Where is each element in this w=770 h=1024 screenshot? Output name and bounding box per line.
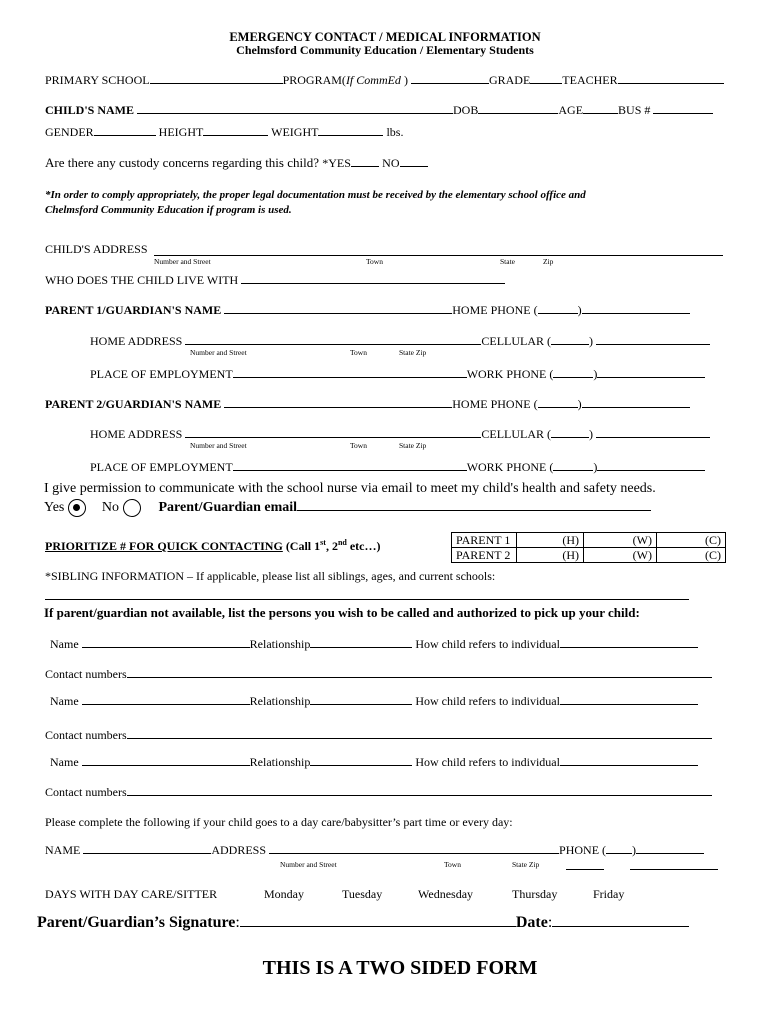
prioritize-st: st (320, 538, 326, 547)
daycare-sub-state-zip: State Zip (512, 860, 540, 869)
age-label: AGE (558, 103, 584, 117)
child-address-field[interactable] (154, 255, 723, 256)
pickup-person-row (50, 754, 698, 770)
date-field[interactable] (552, 913, 689, 927)
parent1-address-row: HOME ADDRESS CELLULAR ( ) (90, 333, 710, 349)
signature-label: Parent/Guardian’s Signature (37, 914, 236, 931)
parent2-area-code[interactable] (538, 396, 578, 408)
height-label: HEIGHT (158, 125, 204, 139)
legal-note-line2: Chelmsford Community Education if program is used. (45, 204, 292, 216)
prioritize-call: (Call 1 (285, 539, 321, 553)
parent2-home-phone-label: HOME PHONE ( (452, 397, 538, 411)
form-subtitle: Chelmsford Community Education / Elementary Students (236, 43, 534, 57)
daycare-area-code[interactable] (606, 842, 632, 854)
pickup-contact-label: Contact numbers (45, 728, 127, 742)
pickup-contact-field[interactable] (127, 666, 712, 678)
nurse-yes-label: Yes (44, 500, 65, 515)
grade-label: GRADE (488, 73, 531, 87)
parent2-work-area[interactable] (553, 459, 593, 471)
pickup-contact-row (45, 727, 712, 743)
daycare-sub-street: Number and Street (280, 860, 337, 869)
pickup-relationship-field[interactable] (310, 754, 412, 766)
pickup-contact-label: Contact numbers (45, 667, 127, 681)
pickup-refers-label: How child refers to individual (415, 755, 560, 769)
daycare-row: NAME ADDRESS PHONE ( ) (45, 842, 704, 858)
gender-label: GENDER (45, 125, 94, 139)
parent1-work-phone-label: WORK PHONE ( (466, 367, 554, 381)
priority-home-cell[interactable]: (H) (517, 548, 584, 563)
lbs-label: lbs. (386, 125, 404, 139)
parent1-work-phone-field[interactable] (597, 366, 705, 378)
day-wednesday[interactable]: Wednesday (418, 887, 474, 901)
bus-label: BUS # (618, 103, 651, 117)
priority-cell-cell[interactable]: (C) (657, 533, 726, 548)
address-sub-zip: Zip (543, 257, 554, 266)
program-label: PROGRAM( (282, 73, 346, 87)
primary-school-label: PRIMARY SCHOOL (45, 73, 150, 87)
guardian-email-field[interactable] (297, 498, 651, 511)
prioritize-etc: etc…) (346, 539, 381, 553)
child-name-label: CHILD'S NAME (45, 103, 135, 117)
nurse-no-radio[interactable] (123, 499, 141, 517)
parent2-home-address-label: HOME ADDRESS (90, 427, 183, 441)
teacher-field[interactable] (618, 72, 724, 84)
bus-field[interactable] (653, 102, 713, 114)
gender-row (45, 124, 403, 140)
legal-note-line1: *In order to comply appropriately, the proper legal documentation must be received by the elementary school office and (45, 189, 586, 201)
parent2-home-phone-field[interactable] (582, 396, 690, 408)
daycare-phone-field[interactable] (636, 842, 704, 854)
parent1-cellular-label: CELLULAR ( (481, 334, 552, 348)
parent2-sub-state-zip: State Zip (399, 441, 427, 450)
parent1-home-phone-field[interactable] (582, 302, 690, 314)
daycare-sub-town: Town (444, 860, 461, 869)
primary-school-row (45, 72, 724, 88)
primary-school-field[interactable] (150, 72, 283, 84)
parent2-name-field[interactable] (224, 396, 452, 408)
sibling-field[interactable] (45, 599, 689, 600)
pickup-refers-field[interactable] (560, 636, 698, 648)
pickup-name-field[interactable] (82, 693, 250, 705)
pickup-refers-label: How child refers to individual (415, 637, 560, 651)
parent1-work-area[interactable] (553, 366, 593, 378)
nurse-permission-row (44, 498, 651, 517)
teacher-label: TEACHER (562, 73, 618, 87)
date-label: Date (515, 914, 548, 931)
prioritize-row (45, 538, 381, 554)
pickup-relationship-label: Relationship (249, 637, 311, 651)
form-title: EMERGENCY CONTACT / MEDICAL INFORMATION (229, 30, 541, 44)
custody-question: Are there any custody concerns regarding this child? (45, 155, 319, 170)
custody-no-label: NO (382, 156, 400, 170)
address-sub-town: Town (366, 257, 383, 266)
day-thursday[interactable]: Thursday (512, 887, 558, 901)
signature-field[interactable] (240, 913, 516, 927)
nurse-permission-text: I give permission to communicate with the school nurse via email to meet my child's health and safety needs. (44, 481, 656, 496)
parent2-name-row: PARENT 2/GUARDIAN'S NAME HOME PHONE ( ) (45, 396, 690, 412)
lives-with-field[interactable] (241, 272, 505, 284)
parent2-employment-field[interactable] (233, 459, 467, 471)
parent2-work-phone-field[interactable] (597, 459, 705, 471)
priority-parent-cell: PARENT 1 (452, 533, 517, 548)
pickup-person-row (50, 636, 698, 652)
prioritize-mid: , 2 (325, 539, 338, 553)
guardian-email-label: Parent/Guardian email (158, 500, 298, 515)
pickup-name-label: Name (50, 755, 79, 769)
priority-work-cell[interactable]: (W) (584, 548, 657, 563)
daycare-days-label: DAYS WITH DAY CARE/SITTER (45, 887, 218, 901)
pickup-name-label: Name (50, 637, 79, 651)
custody-no-field[interactable] (400, 155, 428, 167)
pickup-relationship-label: Relationship (249, 755, 311, 769)
pickup-name-field[interactable] (82, 636, 250, 648)
daycare-phone-label: PHONE ( (559, 843, 607, 857)
parent1-employment-label: PLACE OF EMPLOYMENT (90, 367, 233, 381)
dob-field[interactable] (478, 102, 558, 114)
pickup-relationship-field[interactable] (310, 693, 412, 705)
pickup-contact-field[interactable] (127, 727, 712, 739)
nurse-yes-radio[interactable] (68, 499, 86, 517)
parent1-cell-area[interactable] (551, 333, 589, 345)
parent1-employment-field[interactable] (233, 366, 467, 378)
nurse-no-label: No (101, 500, 119, 515)
pickup-refers-label: How child refers to individual (415, 694, 560, 708)
sibling-label: *SIBLING INFORMATION – If applicable, please list all siblings, ages, and current schools: (45, 569, 496, 583)
parent1-cellular-field[interactable] (596, 333, 710, 345)
custody-row (45, 155, 428, 171)
custody-yes-field[interactable] (351, 155, 379, 167)
parent1-sub-town: Town (350, 348, 367, 357)
pickup-relationship-field[interactable] (310, 636, 412, 648)
parent2-employment-label: PLACE OF EMPLOYMENT (90, 460, 233, 474)
child-address-label: CHILD'S ADDRESS (45, 242, 148, 256)
weight-field[interactable] (318, 124, 383, 136)
age-field[interactable] (583, 102, 618, 114)
daycare-address-label: ADDRESS (211, 843, 267, 857)
table-row (452, 548, 726, 563)
pickup-heading: If parent/guardian not available, list the persons you wish to be called and authorized to pick up your child: (44, 605, 640, 620)
parent2-sub-town: Town (350, 441, 367, 450)
pickup-contact-field[interactable] (127, 784, 712, 796)
parent2-cellular-field[interactable] (596, 426, 710, 438)
priority-cell-cell[interactable]: (C) (657, 548, 726, 563)
parent2-work-phone-label: WORK PHONE ( (466, 460, 554, 474)
parent2-cellular-label: CELLULAR ( (481, 427, 552, 441)
child-name-field[interactable] (137, 102, 453, 114)
day-tuesday[interactable]: Tuesday (342, 887, 383, 901)
day-monday[interactable]: Monday (264, 887, 304, 901)
parent2-cell-area[interactable] (551, 426, 589, 438)
height-field[interactable] (203, 124, 268, 136)
lives-with-label: WHO DOES THE CHILD LIVE WITH (45, 273, 239, 287)
program-note: If CommEd (345, 73, 401, 87)
priority-work-cell[interactable]: (W) (584, 533, 657, 548)
daycare-name-field[interactable] (83, 842, 211, 854)
daycare-intro: Please complete the following if your child goes to a day care/babysitter’s part time or every day: (45, 815, 513, 829)
pickup-contact-label: Contact numbers (45, 785, 127, 799)
gender-field[interactable] (94, 124, 156, 136)
parent2-address-row: HOME ADDRESS CELLULAR ( ) (90, 426, 710, 442)
pickup-contact-row (45, 666, 712, 682)
pickup-relationship-label: Relationship (249, 694, 311, 708)
weight-label: WEIGHT (271, 125, 319, 139)
parent2-employment-row: PLACE OF EMPLOYMENT WORK PHONE ( ) (90, 459, 705, 475)
address-sub-state: State (500, 257, 515, 266)
pickup-person-row (50, 693, 698, 709)
day-friday[interactable]: Friday (593, 887, 625, 901)
pickup-contact-row (45, 784, 712, 800)
daycare-extra-line-1[interactable] (566, 869, 604, 870)
table-row (452, 533, 726, 548)
daycare-extra-line-2[interactable] (630, 869, 718, 870)
pickup-refers-field[interactable] (560, 754, 698, 766)
pickup-name-field[interactable] (82, 754, 250, 766)
parent2-home-address-field[interactable] (185, 426, 481, 438)
parent2-name-label: PARENT 2/GUARDIAN'S NAME (45, 397, 222, 411)
priority-table (451, 532, 726, 563)
priority-home-cell[interactable]: (H) (517, 533, 584, 548)
lives-with-row (45, 272, 505, 288)
pickup-refers-field[interactable] (560, 693, 698, 705)
grade-field[interactable] (530, 72, 562, 84)
address-sub-street: Number and Street (154, 257, 211, 266)
two-sided-notice: THIS IS A TWO SIDED FORM (262, 957, 538, 979)
parent1-sub-street: Number and Street (190, 348, 247, 357)
parent2-sub-street: Number and Street (190, 441, 247, 450)
dob-label: DOB (453, 103, 479, 117)
parent1-name-field[interactable] (224, 302, 452, 314)
priority-parent-cell: PARENT 2 (452, 548, 517, 563)
parent1-home-address-label: HOME ADDRESS (90, 334, 183, 348)
parent1-name-row: PARENT 1/GUARDIAN'S NAME HOME PHONE ( ) (45, 302, 690, 318)
pickup-name-label: Name (50, 694, 79, 708)
child-name-row (45, 102, 713, 118)
parent1-home-phone-label: HOME PHONE ( (452, 303, 538, 317)
signature-row: Parent/Guardian’s Signature: Date: (37, 913, 689, 932)
prioritize-nd: nd (337, 538, 347, 547)
daycare-name-label: NAME (45, 843, 81, 857)
parent1-area-code[interactable] (538, 302, 578, 314)
parent1-employment-row: PLACE OF EMPLOYMENT WORK PHONE ( ) (90, 366, 705, 382)
program-close: ) (403, 73, 408, 87)
parent1-sub-state-zip: State Zip (399, 348, 427, 357)
custody-yes-label: *YES (322, 156, 351, 170)
daycare-address-field[interactable] (269, 842, 559, 854)
program-field[interactable] (411, 72, 489, 84)
parent1-home-address-field[interactable] (185, 333, 481, 345)
prioritize-label: PRIORITIZE # FOR QUICK CONTACTING (45, 539, 283, 553)
parent1-name-label: PARENT 1/GUARDIAN'S NAME (45, 303, 222, 317)
